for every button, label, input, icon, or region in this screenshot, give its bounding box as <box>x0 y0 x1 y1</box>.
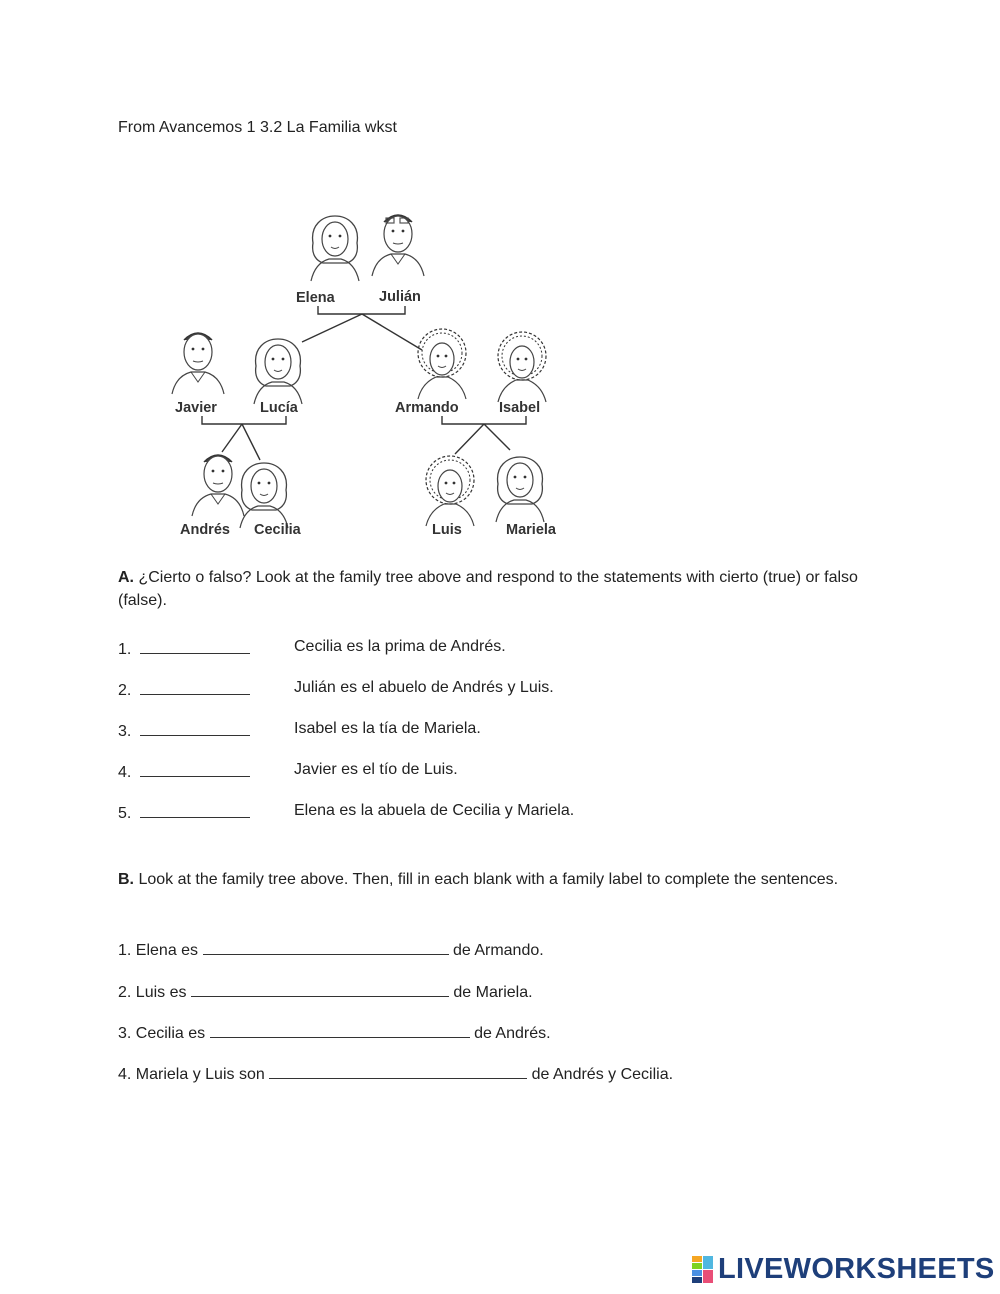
fill-blank[interactable] <box>191 981 449 997</box>
section-b-text: Look at the family tree above. Then, fill in each blank with a family label to complete the sentences. <box>138 871 839 888</box>
item-statement: Cecilia es la prima de Andrés. <box>294 638 506 655</box>
mariela-name: Mariela <box>506 522 556 538</box>
lucia-name: Lucía <box>260 400 298 416</box>
grandfather-portrait <box>372 215 424 276</box>
armando-name: Armando <box>395 400 459 416</box>
item-number: 5. <box>118 805 132 822</box>
section-b-item <box>118 981 533 1002</box>
answer-blank[interactable] <box>140 638 250 654</box>
armando-portrait <box>418 329 466 399</box>
section-a-item <box>118 638 506 660</box>
sentence-start: 3. Cecilia es <box>118 1025 206 1042</box>
section-b-label: B. <box>118 871 134 888</box>
section-a-item <box>118 802 575 824</box>
answer-blank[interactable] <box>140 720 250 736</box>
isabel-name: Isabel <box>499 400 541 416</box>
sentence-end: de Andrés y Cecilia. <box>531 1066 674 1083</box>
sentence-end: de Mariela. <box>453 984 533 1001</box>
luis-portrait <box>426 456 474 526</box>
fill-blank[interactable] <box>203 939 449 955</box>
sentence-start: 4. Mariela y Luis son <box>118 1066 265 1083</box>
item-statement: Julián es el abuelo de Andrés y Luis. <box>294 679 554 696</box>
cecilia-portrait <box>240 463 288 528</box>
grandfather-name: Julián <box>379 289 421 305</box>
grandmother-portrait <box>311 216 359 281</box>
sentence-start: 1. Elena es <box>118 942 199 959</box>
section-b-item <box>118 939 544 960</box>
section-a-text: ¿Cierto o falso? Look at the family tree above and respond to the statements with cierto (true) or falso (false). <box>118 569 858 609</box>
family-tree <box>150 200 590 545</box>
item-number: 2. <box>118 682 132 699</box>
item-statement: Elena es la abuela de Cecilia y Mariela. <box>294 802 575 819</box>
section-b-item <box>118 1022 551 1043</box>
section-b-item <box>118 1063 673 1084</box>
section-b-instructions <box>118 868 858 891</box>
item-number: 4. <box>118 764 132 781</box>
sentence-end: de Armando. <box>452 942 544 959</box>
mariela-portrait <box>496 457 544 522</box>
andres-portrait <box>192 455 244 516</box>
answer-blank[interactable] <box>140 761 250 777</box>
section-a-instructions <box>118 566 858 612</box>
cecilia-name: Cecilia <box>254 522 301 538</box>
fill-blank[interactable] <box>210 1022 470 1038</box>
item-number: 3. <box>118 723 132 740</box>
liveworksheets-mark-icon <box>692 1256 714 1284</box>
luis-name: Luis <box>432 522 462 538</box>
grandmother-name: Elena <box>296 290 335 306</box>
sentence-end: de Andrés. <box>474 1025 551 1042</box>
item-statement: Javier es el tío de Luis. <box>294 761 458 778</box>
section-a-item <box>118 720 481 742</box>
andres-name: Andrés <box>180 522 230 538</box>
javier-name: Javier <box>175 400 217 416</box>
section-a-item <box>118 679 554 701</box>
brand-name: LIVEWORKSHEETS <box>718 1253 995 1285</box>
item-number: 1. <box>118 641 132 658</box>
answer-blank[interactable] <box>140 679 250 695</box>
fill-blank[interactable] <box>269 1063 527 1079</box>
section-a-item <box>118 761 458 783</box>
isabel-portrait <box>498 332 546 402</box>
liveworksheets-logo[interactable] <box>692 1253 995 1286</box>
sentence-start: 2. Luis es <box>118 984 187 1001</box>
lucia-portrait <box>254 339 302 404</box>
answer-blank[interactable] <box>140 802 250 818</box>
item-statement: Isabel es la tía de Mariela. <box>294 720 481 737</box>
javier-portrait <box>172 333 224 394</box>
source-note: From Avancemos 1 3.2 La Familia wkst <box>118 119 397 136</box>
section-a-label: A. <box>118 569 134 586</box>
